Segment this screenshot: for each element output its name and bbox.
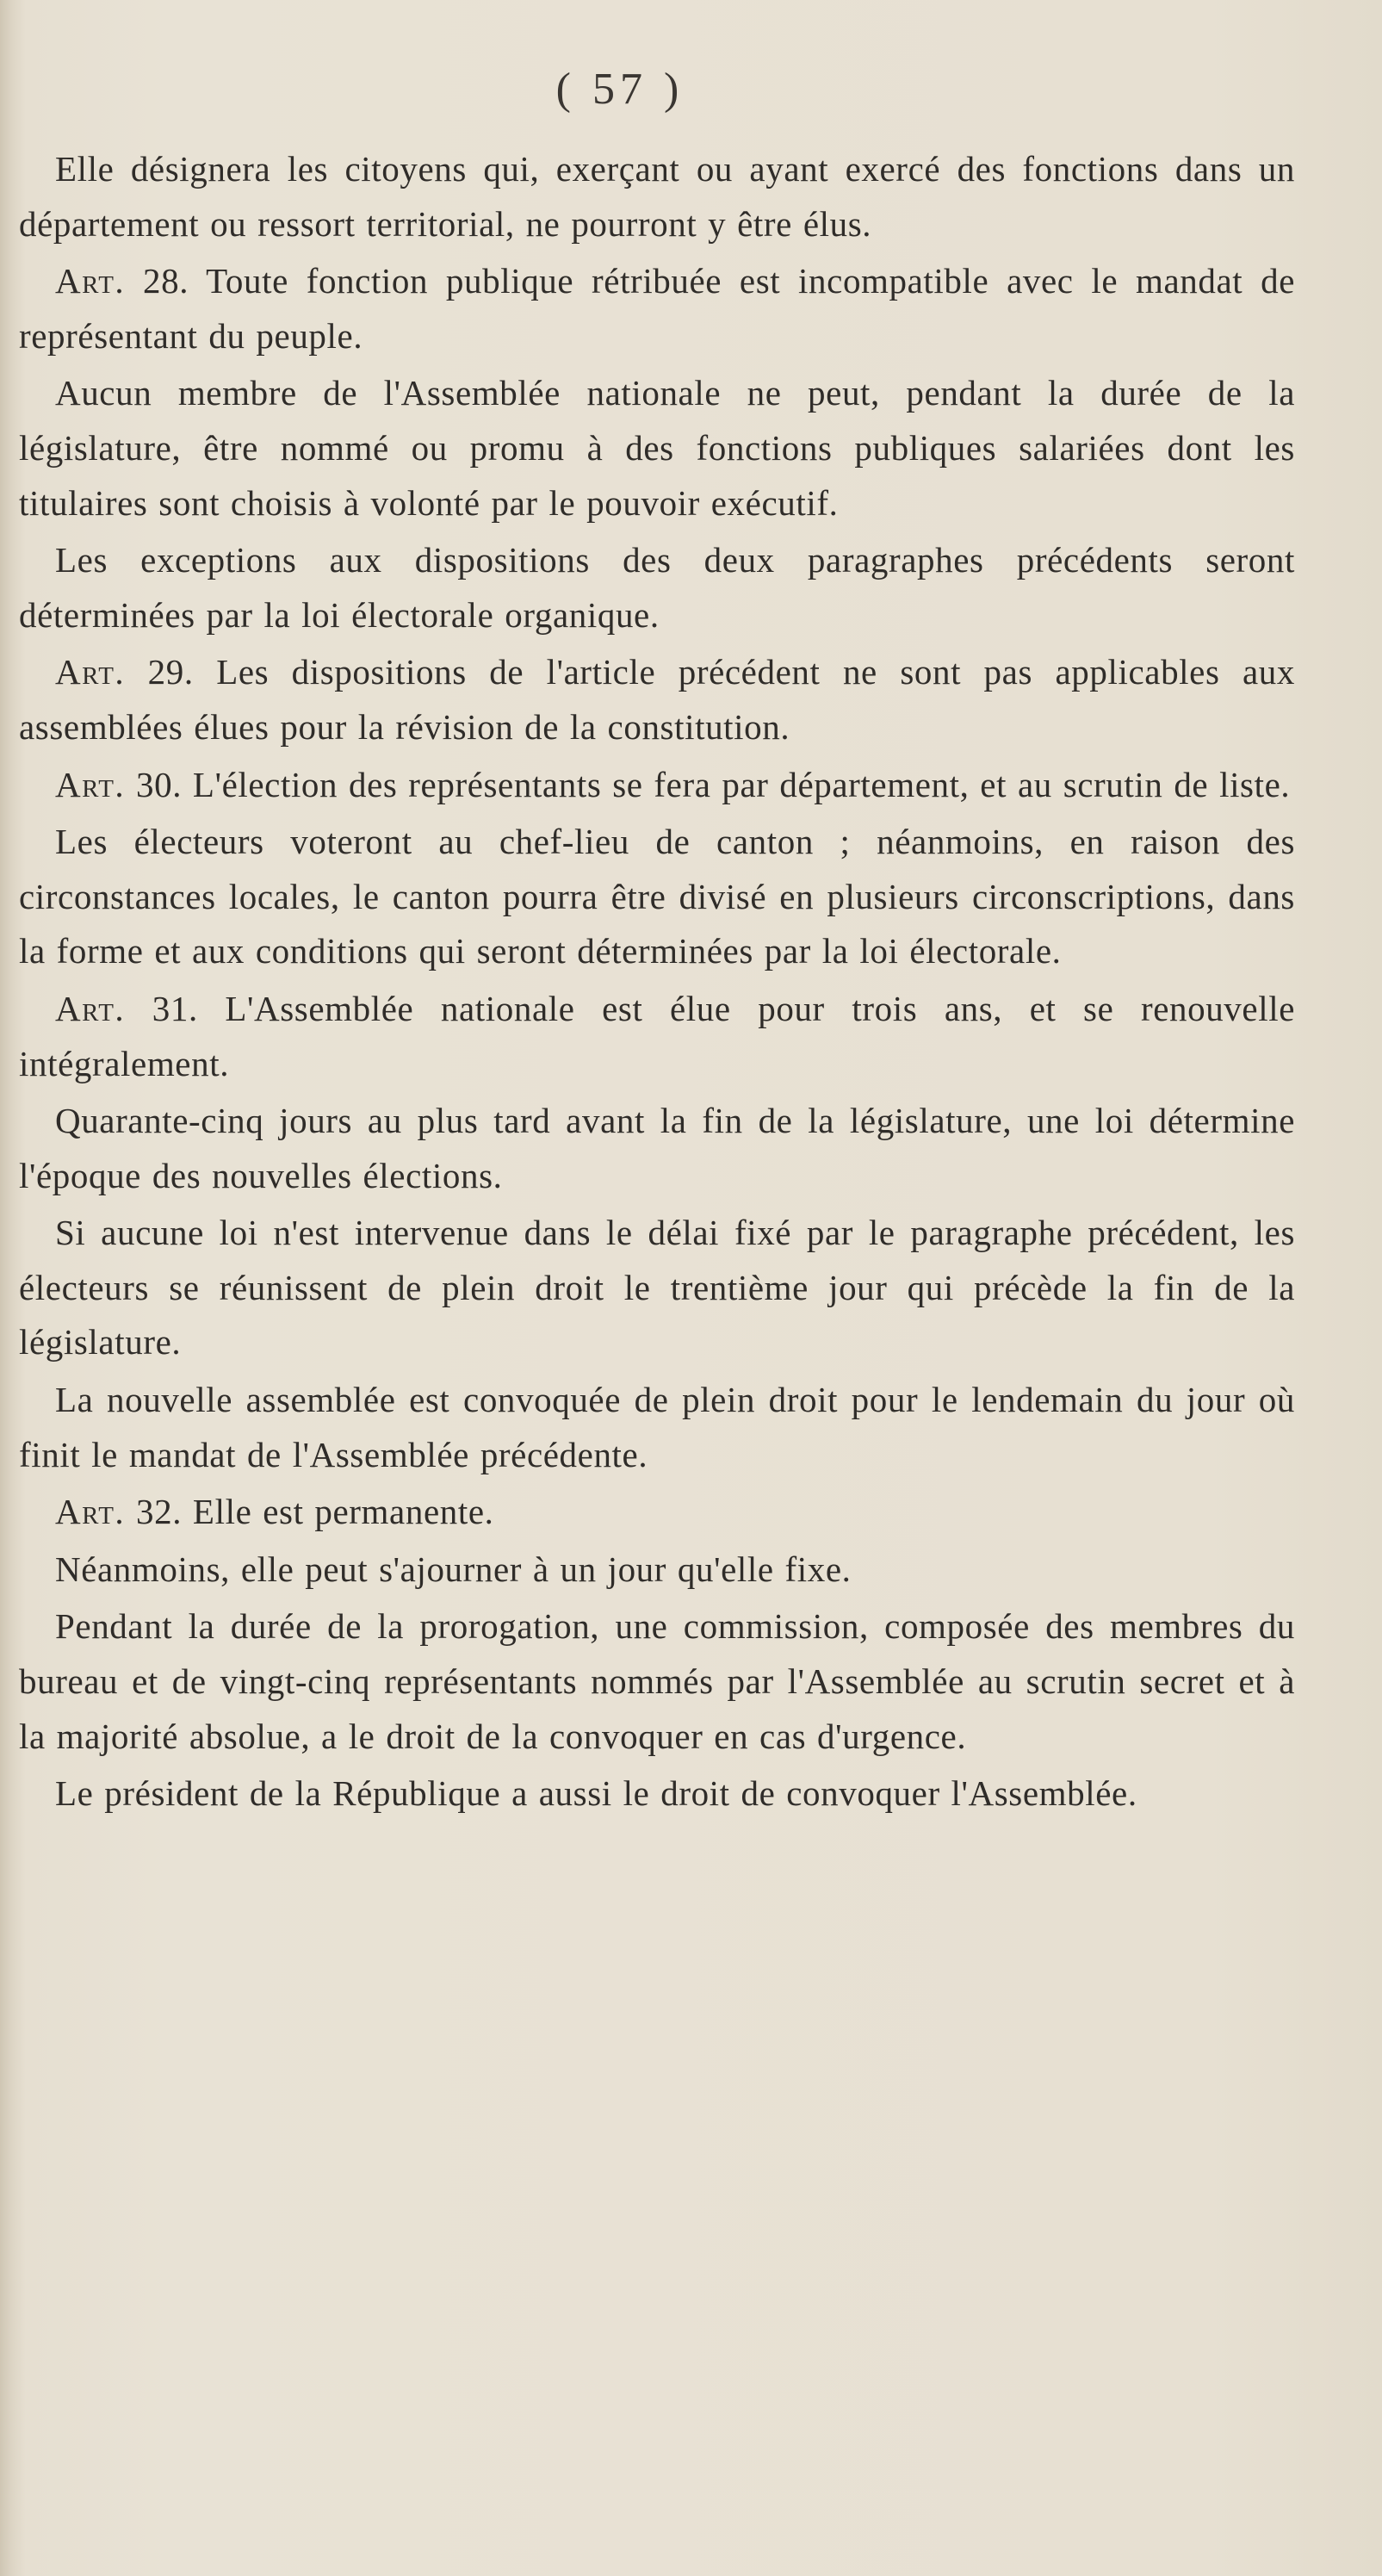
paragraph	[19, 815, 1295, 979]
paragraph	[19, 1373, 1295, 1482]
body-text	[19, 142, 1295, 1824]
paragraph-text: 30. L'élection des représentants se fera par département, et au scrutin de liste.	[125, 764, 1291, 804]
paragraph	[19, 982, 1295, 1091]
paragraph-text: Les exceptions aux dispositions des deux paragraphes précédents seront déterminées par la loi électorale organique.	[19, 540, 1295, 635]
paragraph-text: Elle désignera les citoyens qui, exerçant ou ayant exercé des fonctions dans un département ou ressort territorial, ne pourront y être élus.	[19, 149, 1295, 244]
paragraph-text: Quarante-cinq jours au plus tard avant la fin de la législature, une loi détermine l'époque des nouvelles élections.	[19, 1101, 1295, 1195]
paragraph-text: Le président de la République a aussi le droit de convoquer l'Assemblée.	[55, 1773, 1137, 1814]
article-prefix: Art.	[55, 1492, 126, 1532]
paragraph	[19, 533, 1295, 642]
paragraph-text: Néanmoins, elle peut s'ajourner à un jour qu'elle fixe.	[55, 1549, 852, 1589]
article-prefix: Art.	[55, 652, 126, 692]
paragraph	[19, 758, 1295, 813]
paragraph	[19, 1599, 1295, 1764]
paragraph	[19, 645, 1295, 754]
paragraph	[19, 1206, 1295, 1370]
paragraph	[19, 1485, 1295, 1540]
paragraph	[19, 142, 1295, 251]
article-prefix: Art.	[55, 764, 126, 804]
paragraph-text: La nouvelle assemblée est convoquée de plein droit pour le lendemain du jour où finit le mandat de l'Assemblée précédente.	[19, 1380, 1295, 1474]
paragraph	[19, 254, 1295, 363]
paragraph-text: Pendant la durée de la prorogation, une commission, composée des membres du bureau et de vingt-cinq représentants nommés par l'Assemblée au scrutin secret et à la majorité absolue, a le droit de la convoquer en cas d'urgence.	[19, 1606, 1295, 1756]
article-prefix: Art.	[55, 988, 126, 1028]
paragraph-text: 28. Toute fonction publique rétribuée est incompatible avec le mandat de représentant du peuple.	[19, 261, 1295, 356]
paragraph	[19, 1094, 1295, 1203]
paragraph-text: 31. L'Assemblée nationale est élue pour trois ans, et se renouvelle intégralement.	[19, 988, 1295, 1083]
paragraph-text: Les électeurs voteront au chef-lieu de canton ; néanmoins, en raison des circonstances locales, le canton pourra être divisé en plusieurs circonscriptions, dans la forme et aux conditions qui seront déterminées par la loi électorale.	[19, 822, 1295, 971]
paragraph	[19, 366, 1295, 531]
page-number: ( 57 )	[555, 65, 685, 114]
paragraph-text: Si aucune loi n'est intervenue dans le délai fixé par le paragraphe précédent, les électeurs se réunissent de plein droit le trentième jour qui précède la fin de la législature.	[19, 1213, 1295, 1362]
article-prefix: Art.	[55, 261, 126, 301]
paragraph-text: Aucun membre de l'Assemblée nationale ne peut, pendant la durée de la législature, être nommé ou promu à des fonctions publiques salariées dont les titulaires sont choisis à volonté par le pouvoir exécutif.	[19, 373, 1295, 523]
paragraph-text: 29. Les dispositions de l'article précédent ne sont pas applicables aux assemblées élues pour la révision de la constitution.	[19, 652, 1295, 747]
paragraph-text: 32. Elle est permanente.	[125, 1492, 494, 1532]
paragraph	[19, 1542, 1295, 1598]
paragraph	[19, 1766, 1295, 1822]
